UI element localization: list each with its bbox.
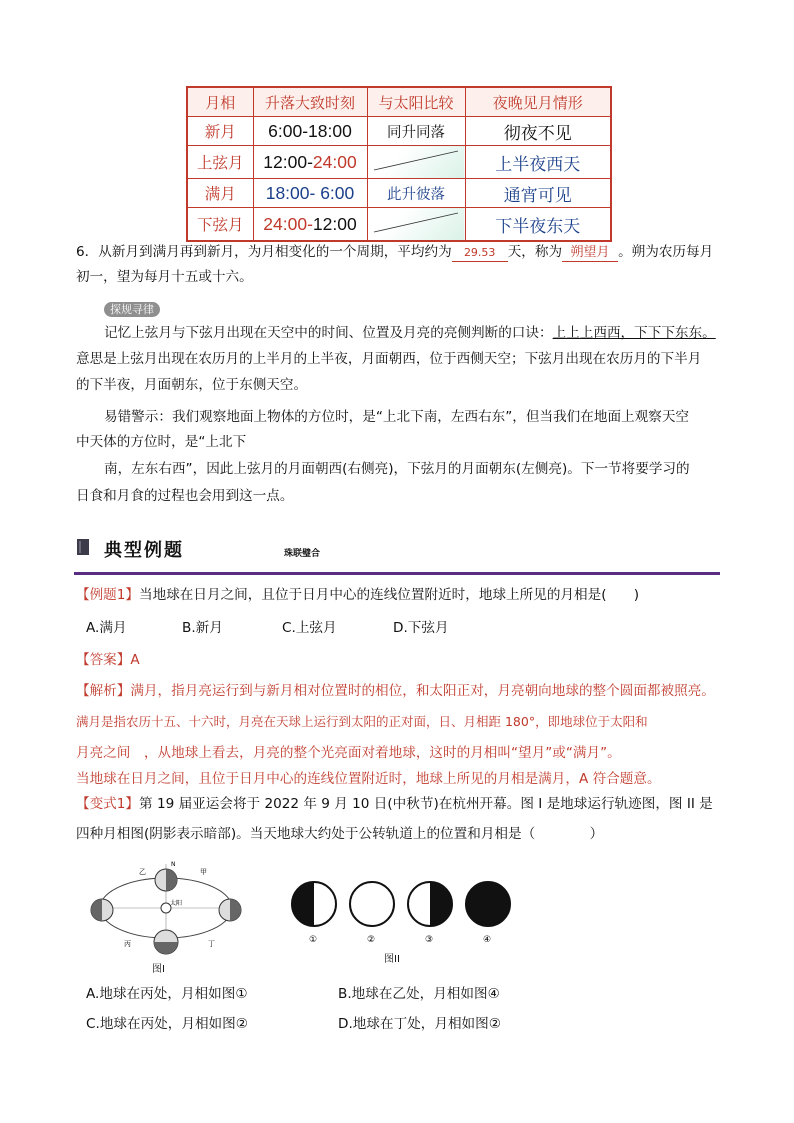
table-row	[187, 146, 611, 179]
time-full: 18:00- 6:00	[253, 179, 367, 208]
rule-line1: 记忆上弦月与下弦月出现在天空中的时间、位置及月亮的亮侧判断的口诀：上上上西西，下下下东东。	[104, 325, 716, 341]
table-row	[187, 117, 611, 146]
example-1-answer: 【答案】A	[76, 652, 140, 668]
warn-line4: 日食和月食的过程也会用到这一点。	[76, 488, 294, 504]
north-label: N	[171, 861, 176, 868]
earth-left-icon	[91, 899, 113, 921]
example-1-option-a: A.满月	[86, 620, 127, 636]
header-compare: 与太阳比较	[367, 87, 465, 117]
moon-phase-table	[186, 86, 612, 242]
figure-1-caption: 图I	[152, 964, 165, 975]
header-time: 升落大致时刻	[253, 87, 367, 117]
visibility-new: 彻夜不见	[465, 117, 611, 146]
rule-badge	[104, 298, 160, 318]
moon-num-3: ③	[425, 935, 434, 945]
moon-phase-4-icon	[466, 882, 510, 926]
header-phase: 月相	[187, 87, 253, 117]
sun-label: 太阳	[170, 900, 183, 907]
warn-line1: 易错警示：我们观察地面上物体的方位时，是“上北下南，左西右东”，但当我们在地面上观察天空	[104, 409, 690, 425]
moon-num-4: ④	[483, 935, 492, 945]
compare-new: 同升同落	[367, 117, 465, 146]
orbit-label-yi: 乙	[139, 868, 146, 876]
moon-phase-1-icon	[292, 882, 336, 926]
earth-bottom-icon	[154, 930, 178, 954]
phase-first-quarter: 上弦月	[187, 146, 253, 179]
variant-1-option-d: D.地球在丁处，月相如图②	[338, 1016, 501, 1032]
diagonal-line-icon	[368, 208, 464, 236]
warn-line3: 南，左东右西”，因此上弦月的月面朝西(右侧亮)，下弦月的月面朝东(左侧亮)。下一节将要学习的	[104, 461, 690, 477]
rule-line3: 的下半夜，月面朝东，位于东侧天空。	[76, 377, 308, 393]
orbit-label-jia: 甲	[200, 868, 207, 876]
example-1-option-d: D.下弦月	[393, 620, 449, 636]
compare-last-quarter	[367, 208, 465, 242]
table-header-row	[187, 87, 611, 117]
example-1-option-b: B.新月	[182, 620, 223, 636]
example-1-option-c: C.上弦月	[282, 620, 337, 636]
moon-phase-3-icon	[408, 882, 452, 926]
example-1-explanation-1: 【解析】满月，指月亮运行到与新月相对位置时的相位，和太阳正对，月亮朝向地球的整个圆面都被照亮。	[76, 683, 715, 699]
figure-orbit-diagram	[84, 858, 244, 978]
time-first-quarter: 12:00-24:00	[253, 146, 367, 179]
compare-first-quarter	[367, 146, 465, 179]
moon-num-2: ②	[367, 935, 376, 945]
time-last-quarter: 24:00-12:00	[253, 208, 367, 242]
example-1-explanation-2: 满月是指农历十五、十六时，月亮在天球上运行到太阳的正对面，日、月相距 180°，即地球位于太阳和	[76, 714, 648, 729]
earth-top-icon	[155, 869, 177, 891]
visibility-full: 通宵可见	[465, 179, 611, 208]
moon-phases-svg	[284, 876, 514, 946]
earth-right-icon	[219, 899, 241, 921]
example-1-explanation-3: 月亮之间 ，从地球上看去，月亮的整个光亮面对着地球，这时的月相叫“望月”或“满月”。	[76, 745, 621, 761]
visibility-last-quarter: 下半夜东天	[465, 208, 611, 242]
paragraph-6-line1: 6．从新月到满月再到新月，为月相变化的一个周期，平均约为 29.53 天，称为 朔望月 。朔为农历每月	[76, 244, 714, 260]
orbit-label-bing: 丙	[124, 940, 131, 948]
figure-2-caption: 图II	[384, 954, 400, 965]
variant-1-line2: 四种月相图(阴影表示暗部)。当天地球大约处于公转轨道上的位置和月相是（ ）	[76, 826, 604, 842]
book-icon	[76, 538, 92, 560]
orbit-label-ding: 丁	[208, 940, 215, 948]
rule-badge-label: 探规寻律	[104, 302, 160, 317]
time-new: 6:00-18:00	[253, 117, 367, 146]
variant-1-option-b: B.地球在乙处，月相如图④	[338, 986, 500, 1002]
table-row	[187, 179, 611, 208]
moon-num-1: ①	[309, 935, 318, 945]
diagonal-line-icon	[368, 146, 464, 174]
section-title: 典型例题	[104, 540, 184, 561]
figure-moon-phases	[284, 876, 514, 966]
table-row	[187, 208, 611, 242]
compare-full: 此升彼落	[367, 179, 465, 208]
phase-full: 满月	[187, 179, 253, 208]
section-divider	[74, 572, 720, 575]
variant-1-line1: 【变式1】第 19 届亚运会将于 2022 年 9 月 10 日(中秋节)在杭州开幕。图 I 是地球运行轨迹图，图 II 是	[76, 796, 713, 812]
blank-synodic-month: 朔望月	[562, 245, 618, 262]
phase-new: 新月	[187, 117, 253, 146]
moon-phase-2-icon	[350, 882, 394, 926]
section-subtitle: 珠联璧合	[284, 549, 321, 559]
example-1-explanation-4: 当地球在日月之间，且位于日月中心的连线位置附近时，地球上所见的月相是满月，A 符合题意。	[76, 771, 661, 787]
example-1-question: 【例题1】当地球在日月之间，且位于日月中心的连线位置附近时，地球上所见的月相是( )	[76, 587, 640, 603]
header-visibility: 夜晚见月情形	[465, 87, 611, 117]
phase-last-quarter: 下弦月	[187, 208, 253, 242]
blank-29-53: 29.53	[452, 245, 508, 262]
paragraph-6-line2: 初一，望为每月十五或十六。	[76, 269, 253, 285]
warn-line2: 中天体的方位时，是“上北下	[76, 434, 247, 450]
visibility-first-quarter: 上半夜西天	[465, 146, 611, 179]
variant-1-option-a: A.地球在丙处，月相如图①	[86, 986, 248, 1002]
rule-line2: 意思是上弦月出现在农历月的上半月的上半夜，月面朝西，位于西侧天空；下弦月出现在农历月的下半月	[76, 351, 702, 367]
variant-1-option-c: C.地球在丙处，月相如图②	[86, 1016, 248, 1032]
